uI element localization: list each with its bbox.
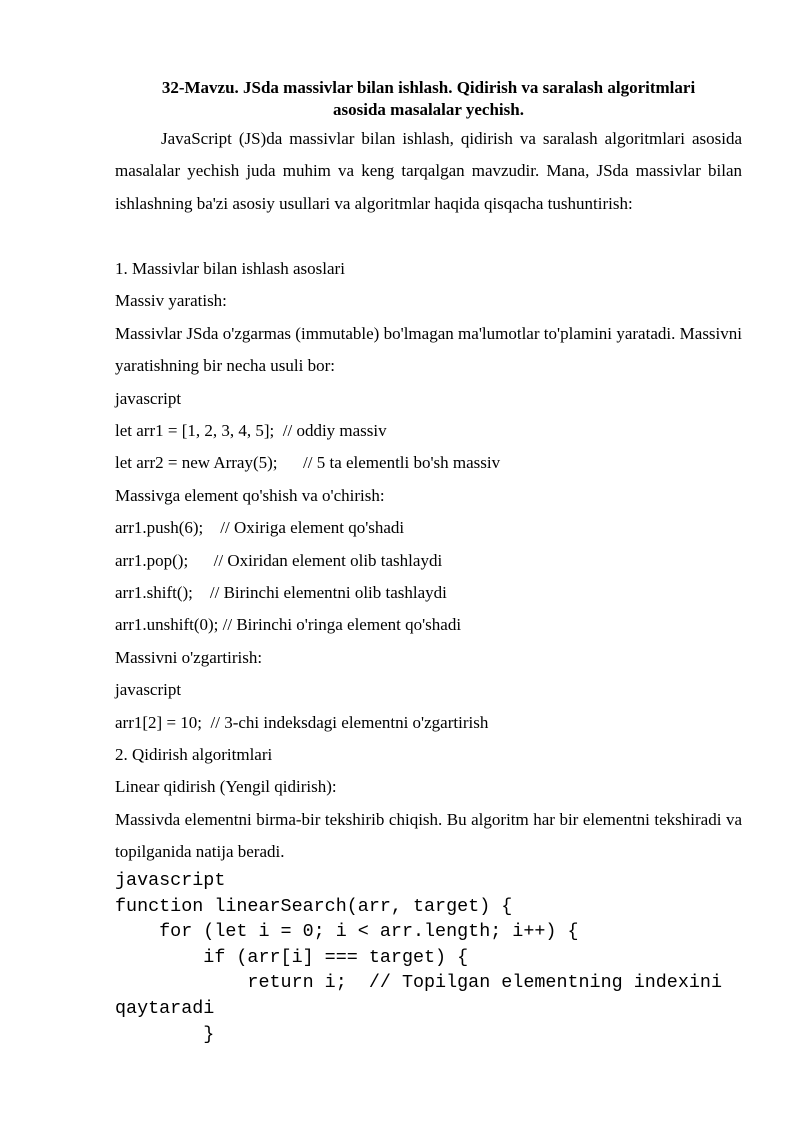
code-line-arr2: let arr2 = new Array(5); // 5 ta elementli bo'sh massiv: [115, 453, 501, 473]
code-line-arr1: let arr1 = [1, 2, 3, 4, 5]; // oddiy massiv: [115, 420, 387, 440]
code-language-label: javascript: [115, 388, 182, 408]
code-line-pop: arr1.pop(); // Oxiridan element olib tashlaydi: [115, 550, 443, 570]
code-line: function linearSearch(arr, target) {: [115, 895, 513, 917]
code-line-shift: arr1.shift(); // Birinchi elementni olib tashlaydi: [115, 582, 447, 602]
code-line-unshift: arr1.unshift(0); // Birinchi o'ringa element qo'shadi: [115, 615, 462, 635]
code-block: [115, 868, 742, 1047]
title-line-2: asosida masalalar yechish.: [333, 100, 524, 119]
document-title: [115, 77, 742, 121]
create-array-label: Massiv yaratish:: [115, 291, 227, 311]
code-line: qaytaradi: [115, 997, 215, 1019]
code-line: if (arr[i] === target) {: [115, 946, 469, 968]
intro-paragraph: JavaScript (JS)da massivlar bilan ishlash, qidirish va saralash algoritmlari asosida masalalar yechish juda muhim va keng tarqalgan mavzudir. Mana, JSda massivlar bilan ishlashning ba'zi asosiy usullari va algoritmlar haqida qisqacha tushuntirish:: [115, 129, 742, 213]
document-body: [115, 253, 742, 868]
code-line: return i; // Topilgan elementning indexini: [115, 972, 722, 994]
code-language-label: javascript: [115, 870, 226, 891]
code-line: }: [115, 1023, 215, 1045]
linear-search-label: Linear qidirish (Yengil qidirish):: [115, 777, 337, 797]
code-line: for (let i = 0; i < arr.length; i++) {: [115, 921, 579, 943]
linear-search-description: Massivda elementni birma-bir tekshirib chiqish. Bu algoritm har bir elementni tekshiradi va topilganida natija beradi.: [115, 809, 742, 862]
add-remove-label: Massivga element qo'shish va o'chirish:: [115, 485, 385, 505]
section-2-heading: 2. Qidirish algoritmlari: [115, 744, 273, 764]
code-language-label: javascript: [115, 680, 182, 700]
title-line-1: 32-Mavzu. JSda massivlar bilan ishlash. Qidirish va saralash algoritmlari: [161, 78, 696, 97]
code-line-modify: arr1[2] = 10; // 3-chi indeksdagi elementni o'zgartirish: [115, 712, 489, 732]
section-1-heading: 1. Massivlar bilan ishlash asoslari: [115, 259, 345, 278]
modify-array-label: Massivni o'zgartirish:: [115, 647, 263, 667]
code-line-push: arr1.push(6); // Oxiriga element qo'shadi: [115, 518, 405, 538]
create-array-description: Massivlar JSda o'zgarmas (immutable) bo'lmagan ma'lumotlar to'plamini yaratadi. Massivni yaratishning bir necha usuli bor:: [115, 323, 742, 376]
